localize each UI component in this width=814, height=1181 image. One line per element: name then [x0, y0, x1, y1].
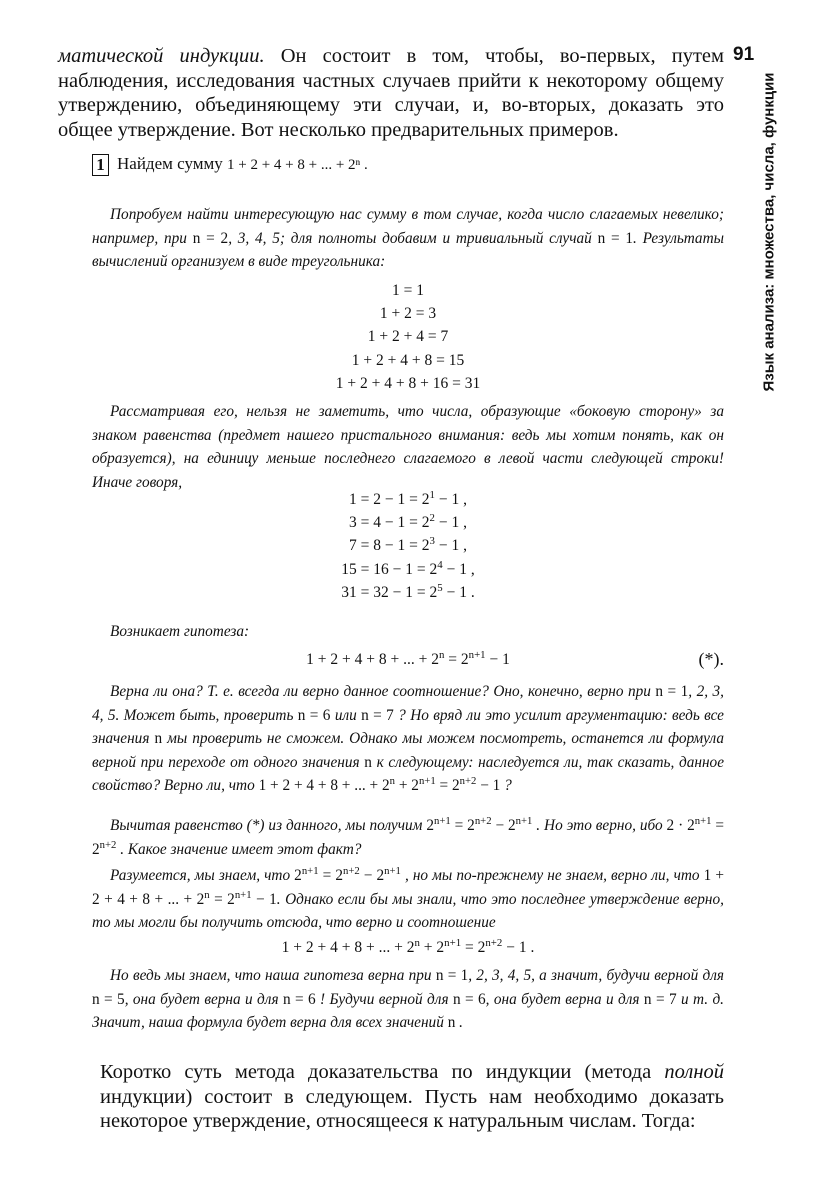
math: 1 + 2 + 4 + 8 + ... + 2 — [92, 867, 724, 908]
exp: n+1 — [515, 814, 533, 827]
math: − 1 — [485, 651, 510, 668]
text: 3 = 4 − 1 = 2 — [349, 514, 430, 532]
math: − 1 . — [502, 939, 535, 956]
math: n = 6 — [282, 990, 316, 1008]
exp: 5 — [437, 581, 443, 594]
intro-text: Он состоит в том, чтобы, во-первых, путем наблюдения, исследования частных случаев прийти к некоторому общему утверждению, объединяющему эти случаи, и, во-вторых, доказать это общее утверждение. Вот несколько предварительных примеров. — [58, 45, 724, 142]
text: , 2, 3, 4, 5. Может быть, проверить — [92, 683, 724, 724]
text: , но мы по-прежнему не знаем, верно ли, что — [400, 867, 704, 884]
exp: n+1 — [384, 864, 401, 877]
paragraph-6 — [92, 964, 724, 1035]
exp: n+2 — [99, 838, 117, 851]
hypothesis-label — [110, 620, 710, 644]
italic-text: полной — [664, 1061, 724, 1083]
text: Вычитая равенство (*) из данного, мы получим — [110, 817, 427, 834]
math: = 2 — [209, 890, 235, 908]
power-row — [92, 488, 724, 511]
math: 1 + 2 + 4 + 8 + ... + 2 — [258, 777, 390, 795]
text: − 1 , — [434, 514, 467, 532]
text: − 1 , — [442, 560, 475, 578]
exp: 3 — [429, 535, 435, 548]
paragraph-2 — [92, 400, 724, 494]
text: индукции) состоит в следующем. Пусть нам необходимо доказать некоторое утверждение, относящееся к натуральным числам. Тогда: — [100, 1085, 724, 1133]
exp: n+1 — [444, 936, 462, 949]
exp: n — [204, 888, 210, 901]
text: , она будет верна и для — [485, 990, 644, 1008]
math: 1 + 2 + 4 + 8 + ... + 2 — [306, 651, 439, 668]
exp: n — [389, 775, 396, 788]
math: 2 — [294, 867, 302, 884]
equation-tag: (*). — [698, 649, 724, 669]
power-row — [92, 511, 724, 534]
text: − 1 , — [434, 537, 467, 555]
paragraph-3 — [92, 680, 724, 798]
text: и т. д. Значит, наша формула будет верна для всех значений — [92, 990, 725, 1032]
math: = 2 — [435, 777, 460, 795]
math: n = 1 — [655, 683, 689, 700]
math: n = 2 — [192, 229, 229, 247]
exp: n+1 — [234, 888, 252, 901]
math: = 2 — [318, 867, 343, 884]
exp: n — [438, 648, 445, 661]
math: = 2 — [461, 939, 486, 956]
text: 31 = 32 − 1 = 2 — [341, 583, 438, 601]
intro-italic: матической индукции. — [58, 45, 265, 67]
exp: n+1 — [468, 648, 486, 661]
math: n = 5 — [92, 990, 125, 1008]
exp: n — [414, 936, 420, 949]
math: 2 — [426, 817, 434, 834]
text: ? — [500, 777, 512, 795]
page-number: 91 — [733, 44, 755, 65]
text: . Однако если бы мы знали, что это последнее утверждение верно, то мы могли бы получить отсюда, что верно и соотношение — [92, 890, 724, 932]
paragraph-2-text: Рассматривая его, нельзя не заметить, что числа, образующие «боковую сторону» за знаком равенства (предмет нашего пристального внимания: ведь мы хотим понять, как он образуется), на единицу меньше последнего слагаемого в левой части следующей строки! Иначе говоря, — [92, 403, 724, 491]
problem-number: 1 — [92, 154, 109, 176]
hypothesis-label-text: Возникает гипотеза: — [110, 623, 250, 640]
math: − 1 — [476, 777, 501, 795]
math: − 1 — [251, 890, 277, 908]
text: Верна ли она? Т. е. всегда ли верно данное соотношение? Оно, конечно, верно при — [110, 683, 656, 700]
math: n = 7 — [643, 990, 677, 1008]
triangle-row: 1 + 2 + 4 = 7 — [367, 328, 449, 346]
text: . Но это верно, ибо — [532, 817, 667, 834]
text: . Результаты вычислений организуем в виде треугольника: — [92, 229, 724, 271]
problem-formula: 1 + 2 + 4 + 8 + ... + 2ⁿ . — [227, 157, 368, 173]
intro-paragraph — [58, 44, 724, 143]
text: ? Но вряд ли это усилит аргументацию: ведь все значения — [92, 706, 724, 748]
sum-triangle — [92, 279, 724, 395]
math: n = 1 — [597, 229, 634, 247]
text: Но ведь мы знаем, что наша гипотеза верна при — [110, 967, 436, 984]
problem-text: Найдем сумму — [117, 154, 227, 173]
math: + 2 — [419, 939, 445, 956]
text: , 2, 3, 4, 5, а значит, будучи верной для — [468, 967, 724, 984]
text: − 1 , — [434, 491, 467, 508]
text: Попробуем найти интересующую нас сумму в том случае, когда число слагаемых невелико; например, при — [92, 206, 724, 247]
triangle-row: 1 + 2 = 3 — [379, 305, 437, 323]
exp: n+2 — [342, 864, 360, 877]
exp: n+2 — [459, 775, 477, 788]
text: или — [330, 706, 362, 724]
text: . — [455, 1014, 463, 1032]
text: ! Будучи верной для — [315, 990, 453, 1008]
text: , она будет верна и для — [124, 990, 283, 1008]
exp: n+1 — [433, 814, 451, 827]
math: − 2 — [359, 867, 385, 884]
exp: n+1 — [301, 864, 319, 877]
math: 1 + 2 + 4 + 8 + ... + 2 — [281, 939, 415, 956]
power-row — [92, 581, 724, 604]
math: = 2 — [92, 817, 724, 858]
text: Коротко суть метода доказательства по индукции (метода — [100, 1061, 665, 1083]
problem-heading — [92, 154, 692, 176]
hypothesis-formula — [92, 648, 724, 674]
math: n = 6 — [452, 990, 486, 1008]
outro-paragraph — [100, 1060, 724, 1134]
exp: 1 — [429, 488, 435, 501]
math: = 2 — [444, 651, 469, 668]
formula-2 — [92, 936, 724, 959]
math: − 2 — [491, 817, 516, 834]
exp: 2 — [429, 512, 435, 525]
math: + 2 — [395, 777, 419, 795]
exp: n+1 — [418, 775, 436, 788]
math: n = 6 — [297, 706, 331, 724]
text: 15 = 16 − 1 = 2 — [341, 560, 438, 578]
math: n — [364, 753, 372, 771]
exp: n+2 — [474, 814, 492, 827]
paragraph-1 — [92, 203, 724, 274]
text: − 1 . — [442, 583, 475, 601]
text: 1 = 2 − 1 = 2 — [349, 491, 430, 508]
exp: n+1 — [694, 814, 712, 827]
text: мы проверить не сможем. Однако мы можем посмотреть, останется ли формула верной при переходе от одного значения — [92, 730, 724, 771]
math: n — [447, 1014, 456, 1032]
math: = 2 — [450, 817, 475, 834]
text: к следующему: наследуется ли, так сказать, данное свойство? Верно ли, что — [92, 753, 724, 795]
paragraph-4 — [92, 814, 724, 861]
power-row — [92, 534, 724, 557]
text: Разумеется, мы знаем, что — [110, 867, 295, 884]
paragraph-5 — [92, 864, 724, 935]
exp: n+2 — [485, 936, 503, 949]
text: 7 = 8 − 1 = 2 — [349, 537, 430, 555]
text: . Какое значение имеет этот факт? — [116, 840, 362, 858]
power-row — [92, 558, 724, 581]
math: n = 7 — [361, 706, 394, 724]
exp: 4 — [437, 558, 443, 571]
math: n = 1 — [435, 967, 469, 984]
triangle-row: 1 + 2 + 4 + 8 = 15 — [351, 351, 465, 369]
triangle-row: 1 + 2 + 4 + 8 + 16 = 31 — [335, 374, 481, 392]
running-head-text: Язык анализа: множества, числа, функции — [760, 72, 778, 392]
text: , 3, 4, 5; для полноты добавим и тривиальный случай — [228, 229, 598, 247]
powers-list — [92, 488, 724, 604]
math: n — [154, 730, 163, 748]
triangle-row: 1 = 1 — [392, 282, 424, 299]
math: 2 · 2 — [666, 817, 695, 834]
